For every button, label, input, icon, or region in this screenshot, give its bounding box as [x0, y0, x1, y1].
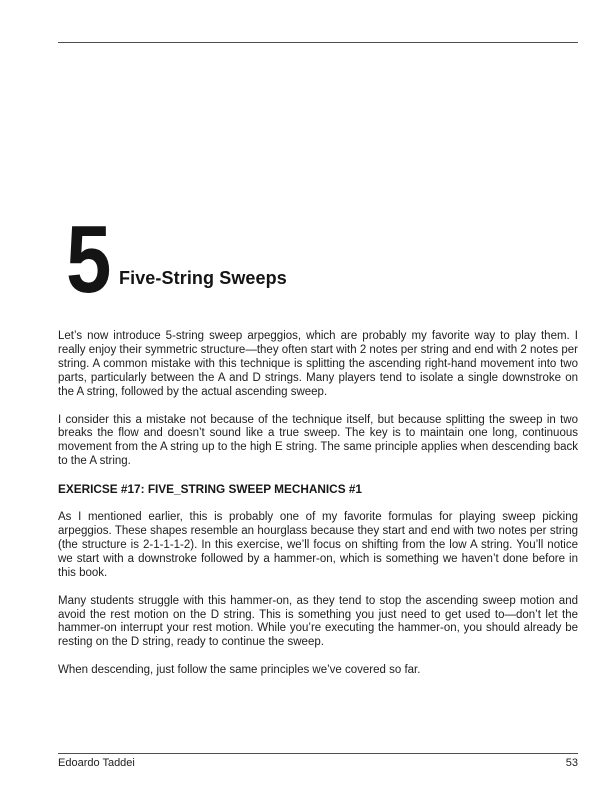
exercise-section-heading: EXERICSE #17: FIVE_STRING SWEEP MECHANICS #1 [58, 482, 362, 497]
paragraph-exercise-1: As I mentioned earlier, this is probably one of my favorite formulas for playing sweep picking arpeggios. These shapes resemble an hourglass because they start and end with two notes per string (the structure is 2-1-1-1-2). In this exercise, we’ll focus on shifting from the low A string. You’ll notice we start with a downstroke followed by a hammer-on, which is something we haven’t done before in this book. [58, 511, 578, 579]
header-divider [58, 42, 578, 43]
footer-author: Edoardo Taddei [58, 757, 135, 769]
paragraph-intro-1: Let’s now introduce 5-string sweep arpeggios, which are probably my favorite way to play them. I really enjoy their symmetric structure—they often start with 2 notes per string and end with 2 notes per string. A common mistake with this technique is splitting the ascending right-hand movement into two parts, particularly between the A and D strings. Many players tend to isolate a single downstroke on the A string, followed by the actual ascending sweep. [58, 330, 578, 398]
paragraph-exercise-2: Many students struggle with this hammer-on, as they tend to stop the ascending sweep motion and avoid the rest motion on the D string. This is something you just need to get used to—don’t let the hammer-on interrupt your rest motion. While you’re executing the hammer-on, you should already be resting on the D string, ready to continue the sweep. [58, 594, 578, 649]
footer [58, 757, 578, 769]
body-text [58, 330, 578, 692]
footer-page-number: 53 [565, 757, 578, 769]
paragraph-exercise-3: When descending, just follow the same principles we’ve covered so far. [58, 664, 421, 677]
paragraph-intro-2: I consider this a mistake not because of the technique itself, but because splitting the sweep in two breaks the flow and doesn’t sound like a true sweep. The key is to maintain one long, continuous movement from the A string up to the high E string. The same principle applies when descending back to the A string. [58, 413, 578, 468]
chapter-title: Five-String Sweeps [119, 268, 287, 288]
footer-divider [58, 753, 578, 754]
chapter-number: 5 [66, 206, 112, 313]
